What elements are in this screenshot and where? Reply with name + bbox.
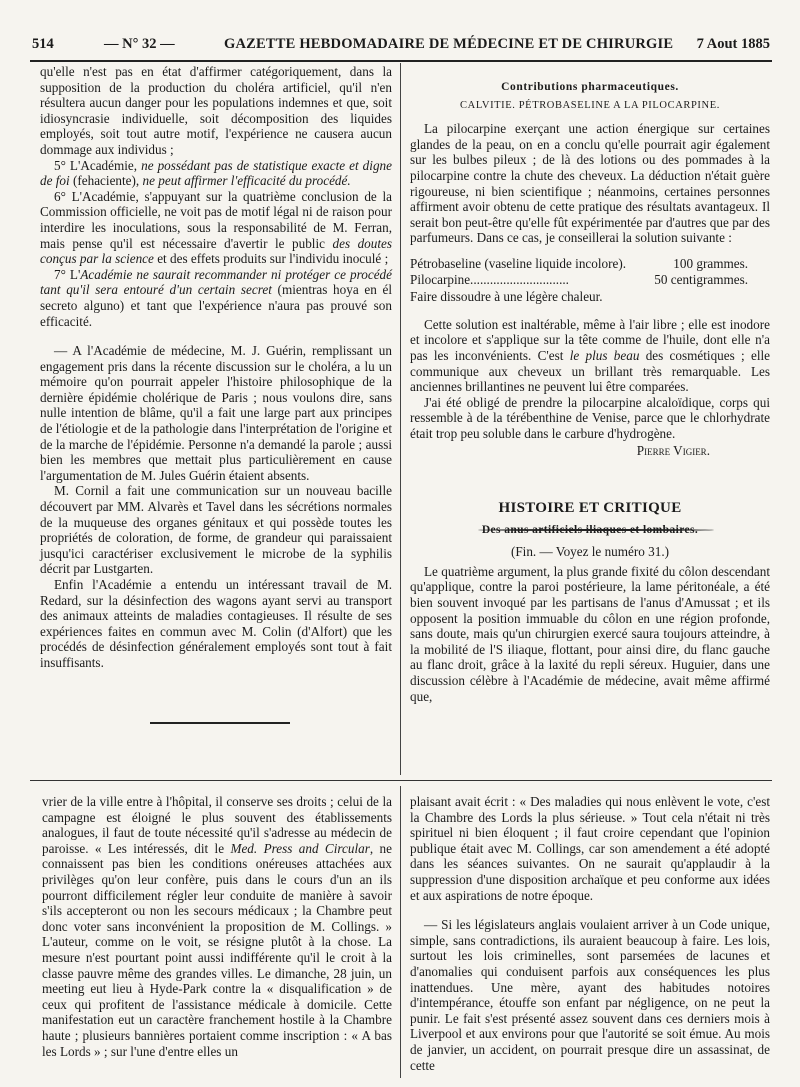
running-header	[32, 36, 770, 58]
column-top-right	[410, 64, 770, 704]
paragraph: 6° L'Académie, s'appuyant sur la quatrième conclusion de la Commission officielle, ne voit pas de motif légal ni de raison pour interdire les inoculations, sous la responsabilité de M. Ferran, mais pense qu'il est nécessaire d'avertir le public des doutes conçus par la science et des effets produits sur l'individu inoculé ;	[40, 188, 393, 267]
page-number: 514	[32, 36, 54, 52]
formula-ingredient: Pétrobaseline (vaseline liquide incolore).	[410, 255, 627, 271]
issue-date: 7 Aout 1885	[696, 36, 770, 52]
paragraph: plaisant avait écrit : « Des maladies qui nous enlèvent le vote, c'est la Chambre des Lords la plus sérieuse. » Tout cela n'était ni très spirituel ni bien éloquent ; il faut croire cependant que l'opinion publique était avec M. Collings, car son amendement a été adopté dans les séances suivantes. On ne saurait qu'applaudir à la suppression d'une disposition archaïque et peu conforme aux idées et aux aspirations de notre époque.	[410, 794, 770, 903]
paragraph: 5° L'Académie, ne possédant pas de statistique exacte et digne de foi (fehaciente), ne peut affirmer l'efficacité du procédé.	[40, 157, 392, 189]
paragraph: — A l'Académie de médecine, M. J. Guérin, remplissant un engagement pris dans la récente discussion sur le choléra, a lu un mémoire qu'on pourrait appeler l'histoire philosophique de la dernière épidémie cholérique de Paris ; nous voulons dire, sans nulle intention de blâme, qu'il a fait une large part aux principes de l'étiologie et de la pathologie dans l'interprétation de l'origine et de la marche de l'épidémie. Personne n'a demandé la parole ; aussi bien les membres que mettait plus particulièrement en cause l'argumentation de M. Jules Guérin étaient absents.	[40, 343, 392, 483]
formula-ingredient: Pilocarpine..............................	[410, 271, 569, 287]
paragraph: — Si les législateurs anglais voulaient arriver à un Code unique, simple, sans contradictions, ils auraient beaucoup à faire. Les lois, surtout les lois criminelles, sont parsemées de lacunes et d'anomalies qui conduisent parfois aux conséquences les plus inattendues. Une mère, ayant des habitudes notoires d'intempérance, étouffe son enfant par négligence, on ne peut la punir. Le fait s'est présenté assez souvent dans ces derniers mois à Liverpool et aux environs pour que l'autorité se soit émue. Au mois de janvier, un accident, on pourrait presque dire un assassinat, de cette	[410, 917, 770, 1073]
paragraph: Cette solution est inaltérable, même à l'air libre ; elle est inodore et incolore et s'applique sur la tête comme de l'huile, dont elle n'a pas les inconvénients. C'est le plus beau des cosmétiques ; elle communique aux cheveux un brillant très remarquable. Les anciennes brillantines ne peuvent lui être comparées.	[410, 316, 771, 395]
column-bottom-right	[410, 794, 770, 1073]
author-signature: Pierre Vigier.	[636, 443, 710, 459]
header-rule	[30, 60, 772, 62]
column-divider	[400, 786, 401, 1078]
section-title: Contributions pharmaceutiques.	[501, 81, 679, 93]
section-heading: HISTOIRE ET CRITIQUE	[498, 500, 682, 517]
paragraph: Le quatrième argument, la plus grande fixité du côlon descendant qu'applique, contre la paroi postérieure, la lame péritonéale, a été bien souvent invoqué par les partisans de l'anus d'Amussat ; et ils opposent la position immuable du côlon en une région profonde, sans doute, mais qu'un chirurgien exercé saura toujours atteindre, à la mobilité de l'S iliaque, flottant, pour ainsi dire, du flanc gauche au flanc droit, grâce à la laxité du repli séreux. Huguier, dans une discussion célèbre à l'Académie de médecine, avait même affirmé que,	[410, 563, 770, 704]
column-top-left	[40, 64, 392, 671]
section-subtitle: CALVITIE. PÉTROBASELINE A LA PILOCARPINE.	[460, 99, 720, 111]
formula	[410, 256, 770, 305]
paragraph: qu'elle n'est pas en état d'affirmer catégoriquement, dans la supposition de la production du choléra artificiel, qu'il n'en résultera aucun danger pour les populations indemnes et que, soit idiosyncrasie individuelle, soit décomposition des liquides employés, soit tout autre motif, l'expérience ne causera aucun dommage aux individus ;	[40, 64, 392, 157]
paragraph: J'ai été obligé de prendre la pilocarpine alcaloïdique, corps qui ressemble à de la térébenthine de Venise, parce que le chlorhydrate était trop peu soluble dans le carbure d'hydrogène.	[410, 394, 770, 441]
formula-quantity: 100 grammes.	[673, 255, 748, 271]
formula-row	[410, 256, 770, 272]
column-bottom-left	[42, 794, 392, 1059]
formula-quantity: 50 centigrammes.	[654, 271, 748, 287]
section-end-rule	[150, 722, 290, 724]
paragraph: Enfin l'Académie a entendu un intéressant travail de M. Redard, sur la désinfection des wagons ayant servi au transport des animaux atteints de maladies contagieuses. Il résulte de ses expériences faites en commun avec M. Colin (d'Alfort) que les procédés de désinfection généralement employés sont tout à fait insuffisants.	[40, 577, 392, 670]
issue-number: — N° 32 —	[104, 36, 175, 52]
paragraph: 7° L'Académie ne saurait recommander ni protéger ce procédé tant qu'il sera entouré d'un certain secret (mientras hoya en él secreto alguno) et tant que l'expérience n'aura pas prouvé son efficacité.	[40, 266, 392, 329]
formula-row	[410, 272, 770, 288]
journal-title: GAZETTE HEBDOMADAIRE DE MÉDECINE ET DE CHIRURGIE	[224, 36, 674, 52]
paragraph: La pilocarpine exerçant une action énergique sur certaines glandes de la peau, on en a conclu qu'elle pourrait agir également sur les bulbes pileux ; de là des lotions ou des pommades à la pilocarpine contre la chute des cheveux. La déduction n'était guère rigoureuse, ni bien scientifique ; néanmoins, certaines personnes affirment avoir obtenu de cette pratique des résultats avantageux. Il serait bon peut-être qu'elle fût expérimentée par d'autres que par des parfumeurs. Dans ce cas, je conseillerai la solution suivante :	[410, 121, 770, 246]
horizontal-rule	[30, 780, 772, 781]
column-divider	[400, 63, 401, 775]
ornamental-rule	[478, 528, 714, 533]
paragraph: M. Cornil a fait une communication sur un nouveau bacille découvert par MM. Alvarès et Tavel dans les sécrétions normales de la muqueuse des organes génitaux et qui possède toutes les propriétés de coloration, de forme, de grandeur qui paraissaient jusqu'ici caractériser exclusivement le microbe de la syphilis décrit par Lustgarten.	[40, 483, 392, 577]
formula-note: Faire dissoudre à une légère chaleur.	[410, 289, 603, 305]
paragraph: vrier de la ville entre à l'hôpital, il conserve ses droits ; celui de la campagne est éloigné le plus souvent des établissements analogues, il faut de toute nécessité qu'il s'adresse au médecin de paroisse. « Les intéressés, dit le Med. Press and Circular, ne connaissent pas bien les conditions onéreuses attachées aux privilèges qu'on leur confère, puis dans le cours d'un an ils pourront difficilement régler leur conduite de manière à savoir s'ils accepteront ou non les secours médicaux ; la Chambre peut donc voter sans inconvénient la proposition de M. Collings. » L'auteur, comme on le voit, se résigne plutôt à la chose. La mesure n'est pourtant point aussi indifférente qu'il le croit à la classe pauvre même des grandes villes. Le dimanche, 28 juin, un meeting eut lieu à Hyde-Park contre la « disqualification » de ceux qui profitent de l'assistance médicale à domicile. Cette manifestation eut un caractère franchement hostile à la Chambre haute ; plusieurs bannières portaient comme inscription : « A bas les Lords » ; sur l'une d'entre elles un	[42, 794, 393, 1059]
continuation-note: (Fin. — Voyez le numéro 31.)	[510, 544, 670, 560]
